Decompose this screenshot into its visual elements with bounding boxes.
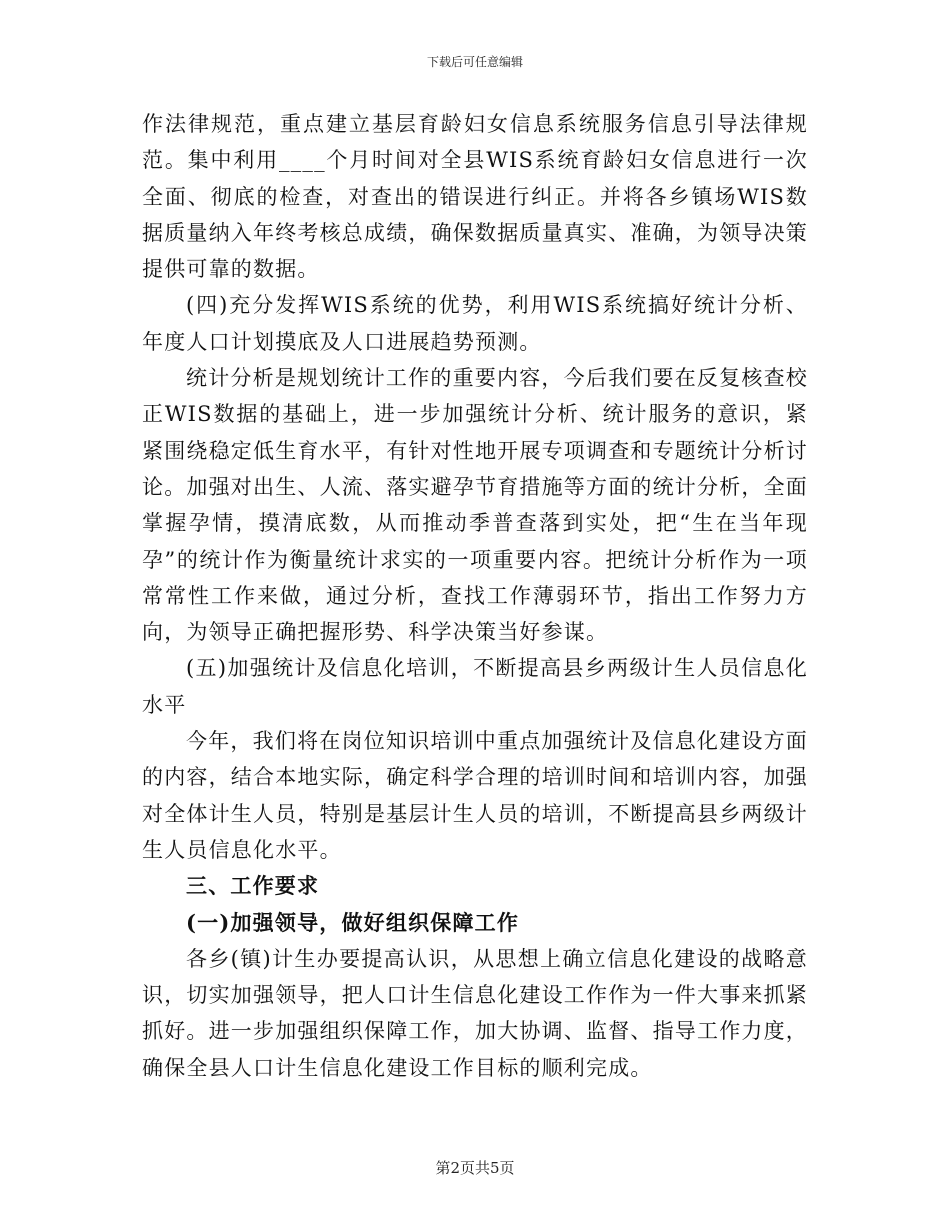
paragraph-item-four-heading: (四)充分发挥WIS系统的优势，利用WIS系统搞好统计分析、年度人口计划摸底及人口进展趋势预测。 xyxy=(142,293,808,354)
paragraph-continuation: 作法律规范，重点建立基层育龄妇女信息系统服务信息引导法律规范。集中利用____个月时间对全县WIS系统育龄妇女信息进行一次全面、彻底的检查，对查出的错误进行纠正。并将各乡镇场WIS数据质量纳入年终考核总成绩，确保数据质量真实、准确，为领导决策提供可靠的数据。 xyxy=(142,112,808,282)
paragraph-leadership: 各乡(镇)计生办要提高认识，从思想上确立信息化建设的战略意识，切实加强领导，把人口计生信息化建设工作作为一件大事来抓紧抓好。进一步加强组织保障工作，加大协调、监督、指导工作力度，确保全县人口计生信息化建设工作目标的顺利完成。 xyxy=(142,946,808,1080)
page-header-note: 下载后可任意编辑 xyxy=(426,55,523,69)
paragraph-training: 今年，我们将在岗位知识培训中重点加强统计及信息化建设方面的内容，结合本地实际，确定科学合理的培训时间和培训内容，加强对全体计生人员，特别是基层计生人员的培训，不断提高县乡两级计生人员信息化水平。 xyxy=(142,729,808,862)
paragraph-statistical-analysis: 统计分析是规划统计工作的重要内容，今后我们要在反复核查校正WIS数据的基础上，进一步加强统计分析、统计服务的意识，紧紧围绕稳定低生育水平，有针对性地开展专项调查和专题统计分析讨论。加强对出生、人流、落实避孕节育措施等方面的统计分析，全面掌握孕情，摸清底数，从而推动季普查落到实处，把“生在当年现孕”的统计作为衡量统计求实的一项重要内容。把统计分析作为一项常常性工作来做，通过分析，查找工作薄弱环节，指出工作努力方向，为领导正确把握形势、科学决策当好参谋。 xyxy=(142,366,808,645)
page-footer-number: 第2页共5页 xyxy=(435,1159,515,1177)
document-body xyxy=(142,106,808,1086)
section-heading-work-requirements: 三、工作要求 xyxy=(186,873,320,899)
subheading-leadership: (一)加强领导，做好组织保障工作 xyxy=(186,909,520,935)
paragraph-item-five-heading: (五)加强统计及信息化培训，不断提高县乡两级计生人员信息化水平 xyxy=(142,656,808,717)
